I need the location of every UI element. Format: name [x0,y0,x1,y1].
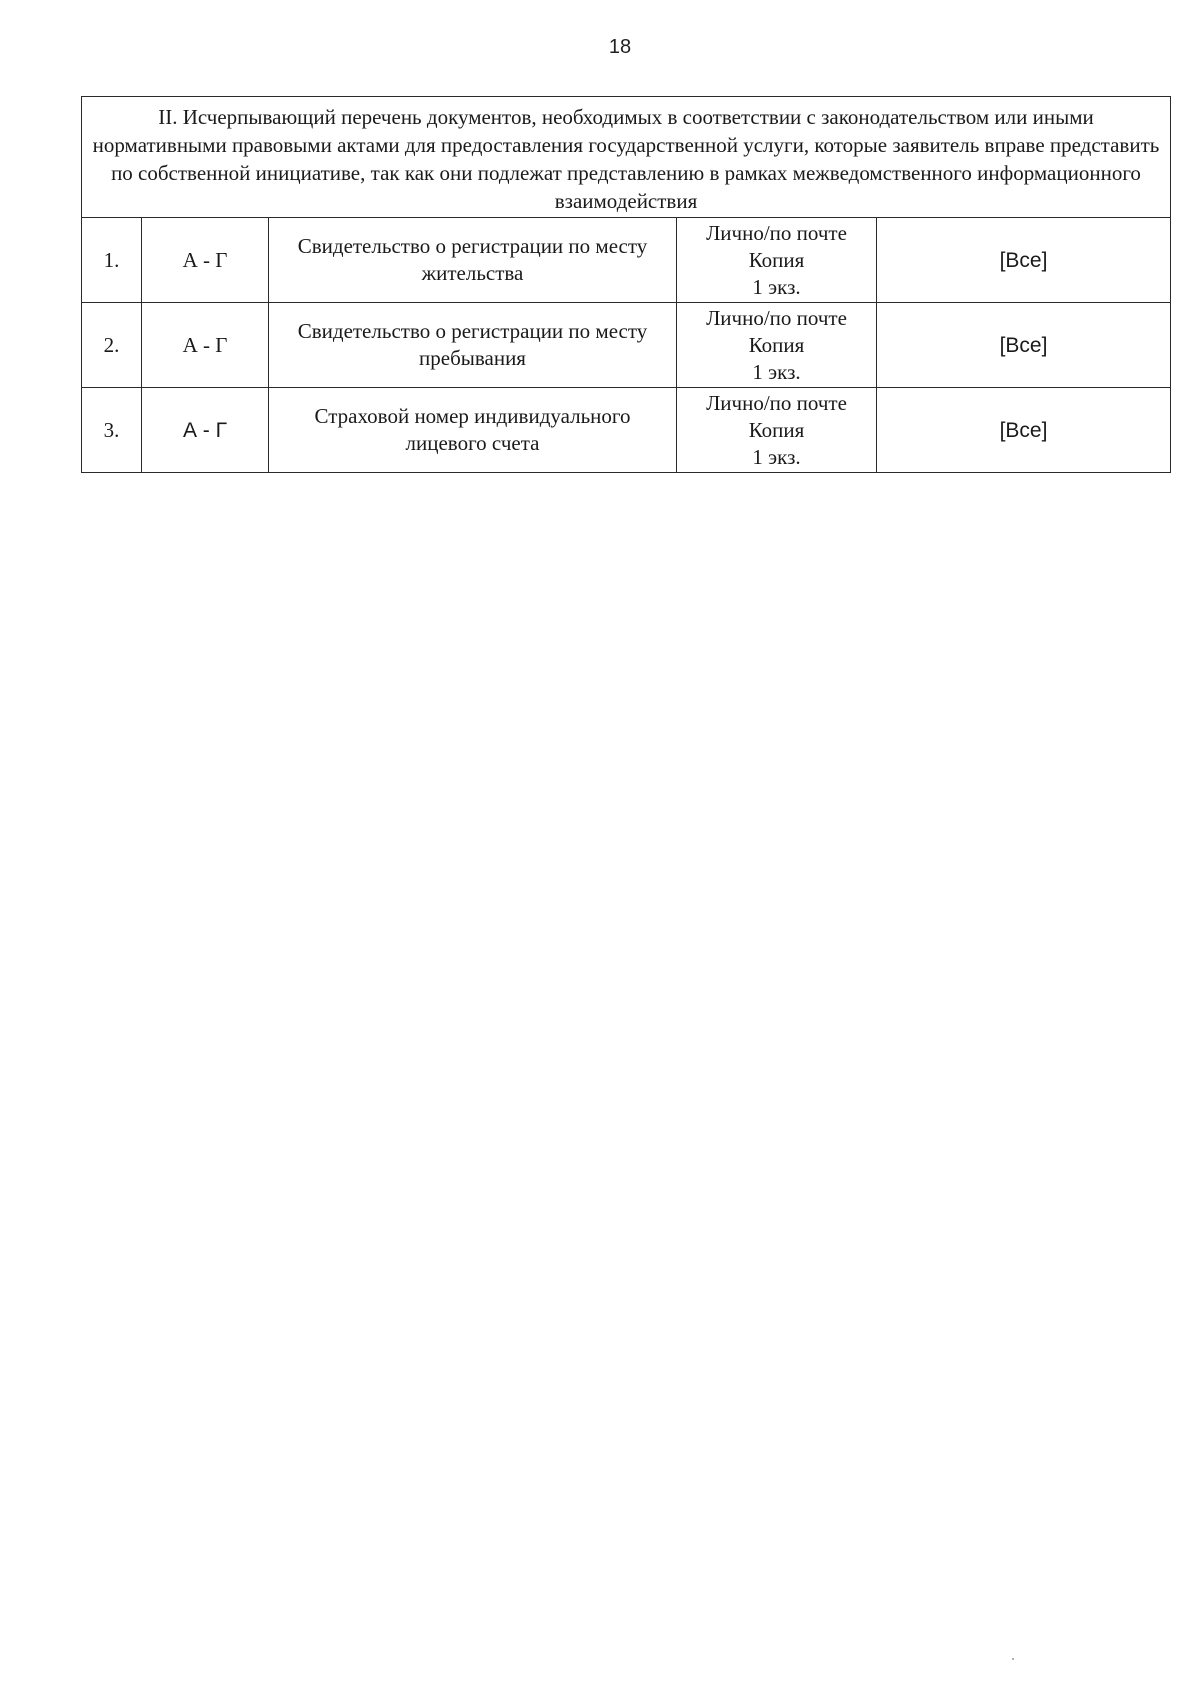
submission-method-line: Лично/по почте [706,220,847,245]
copies-count-line: 1 экз. [752,359,801,384]
submission-method [677,303,877,388]
submission-method-line: Лично/по почте [706,305,847,330]
copies-count-line: 1 экз. [752,274,801,299]
submission-form-line: Копия [748,247,805,272]
row-number: 2. [82,303,142,388]
section-title: II. Исчерпывающий перечень документов, необходимых в соответствии с законодательством или иными нормативными правовыми актами для предоставления государственной услуги, которые заявитель вправе представить по собственной инициативе, так как они подлежат представлению в рамках межведомственного информационного взаимодействия [82,97,1171,218]
applicant-category: А - Г [142,303,269,388]
submission-method [677,218,877,303]
row-number: 1. [82,218,142,303]
table-row [82,303,1171,388]
documents-table [81,96,1171,473]
scan-speck [1012,1658,1014,1660]
submission-method-line: Лично/по почте [706,390,847,415]
applicant-category: А - Г [142,218,269,303]
submission-method [677,388,877,473]
applicant-scope: [Все] [877,303,1171,388]
submission-form-line: Копия [748,417,805,442]
document-name: Свидетельство о регистрации по месту жительства [269,218,677,303]
row-number: 3. [82,388,142,473]
document-name: Свидетельство о регистрации по месту пребывания [269,303,677,388]
copies-count-line: 1 экз. [752,444,801,469]
applicant-scope: [Все] [877,388,1171,473]
document-name: Страховой номер индивидуального лицевого счета [269,388,677,473]
applicant-category: А - Г [142,388,269,473]
table-row [82,218,1171,303]
section-header-row [82,97,1171,218]
submission-form-line: Копия [748,332,805,357]
table-row [82,388,1171,473]
page-number: 18 [608,36,632,58]
applicant-scope: [Все] [877,218,1171,303]
